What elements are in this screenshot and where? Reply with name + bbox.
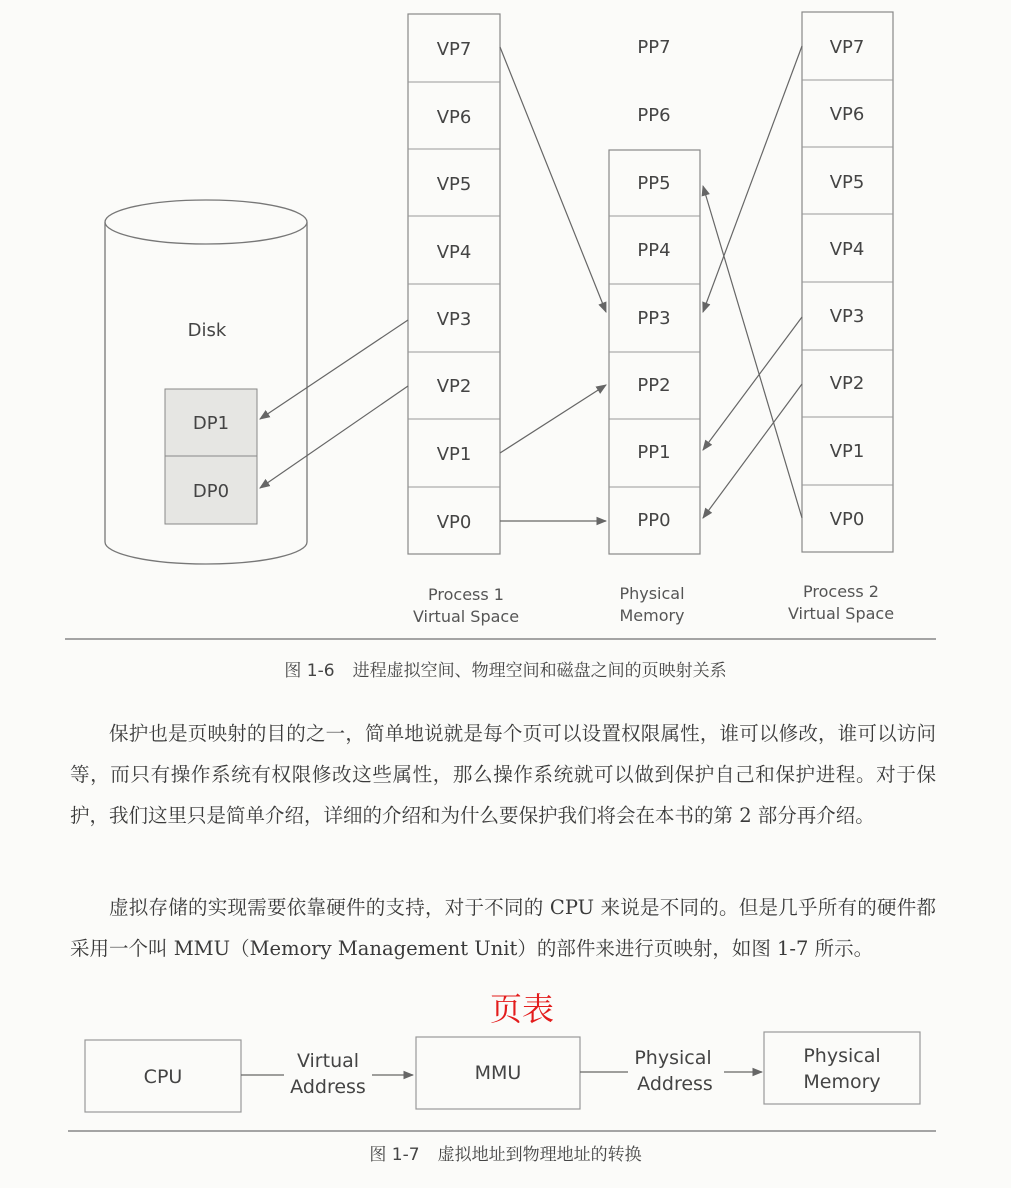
process1-virtual-space	[408, 14, 519, 626]
pp-page-label: PP6	[637, 105, 671, 126]
arrow-p2vp3-to-pp1	[703, 317, 802, 450]
figure-caption-text: 虚拟地址到物理地址的转换	[437, 1145, 642, 1165]
p2-page-label: VP6	[829, 104, 865, 125]
p1-page-label: VP5	[436, 174, 472, 195]
figure-1-6-caption	[0, 656, 1011, 681]
physical-memory	[609, 37, 700, 625]
mmu-label: MMU	[474, 1062, 522, 1084]
p1-page-label: VP7	[436, 39, 472, 60]
p2-page-label: VP4	[829, 239, 865, 260]
p1-page-label: VP1	[436, 444, 472, 465]
figure-number: 图 1-6	[284, 661, 335, 681]
arrow-p1vp7-to-pp3	[500, 47, 606, 312]
p2-page-label: VP1	[829, 441, 865, 462]
memory-label-line2: Memory	[803, 1071, 881, 1093]
virtual-address-line2: Address	[290, 1076, 366, 1098]
paragraph-mmu: 虚拟存储的实现需要依靠硬件的支持，对于不同的 CPU 来说是不同的。但是几乎所有的硬件都采用一个叫 MMU（Memory Management Unit）的部件来进行页映射，如图 1-7 所示。	[70, 896, 936, 960]
p1-page-label: VP0	[436, 512, 472, 533]
p1-page-label: VP6	[436, 107, 472, 128]
figure-caption-text: 进程虚拟空间、物理空间和磁盘之间的页映射关系	[352, 661, 727, 681]
pp-page-label: PP0	[637, 510, 671, 531]
handwritten-annotation: 页表	[490, 990, 555, 1028]
address-translation-diagram	[0, 1020, 1011, 1160]
virtual-address-line1: Virtual	[296, 1050, 360, 1072]
figure-1-7-caption	[0, 1140, 1011, 1165]
arrow-p1vp1-to-pp2	[500, 385, 606, 453]
p2-page-label: VP0	[829, 509, 865, 530]
disk	[105, 200, 307, 564]
p2-page-label: VP2	[829, 373, 865, 394]
p2-page-label: VP7	[829, 37, 865, 58]
pp-page-label: PP1	[637, 442, 671, 463]
process2-virtual-space	[788, 12, 894, 623]
physical-address-line2: Address	[637, 1073, 713, 1095]
p1-page-label: VP2	[436, 376, 472, 397]
paragraph-protection: 保护也是页映射的目的之一，简单地说就是每个页可以设置权限属性，谁可以修改，谁可以访问等，而只有操作系统有权限修改这些属性，那么操作系统就可以做到保护自己和保护进程。对于保护，我们这里只是简单介绍，详细的介绍和为什么要保护我们将会在本书的第 2 部分再介绍。	[70, 722, 936, 827]
pm-label-line1: Physical	[619, 584, 685, 603]
p1-page-label: VP3	[436, 309, 472, 330]
figure-number: 图 1-7	[369, 1145, 420, 1165]
p1-label-line2: Virtual Space	[412, 607, 520, 626]
arrow-p2vp2-to-pp0	[703, 384, 802, 518]
arrow-p2vp7-to-pp3	[703, 46, 802, 312]
pp-page-label: PP4	[637, 240, 671, 261]
p2-page-label: VP5	[829, 172, 865, 193]
cpu-label: CPU	[143, 1066, 183, 1088]
physical-address-line1: Physical	[634, 1047, 712, 1069]
mapping-arrows	[260, 46, 802, 521]
arrow-p2vp0-to-pp5	[703, 186, 802, 518]
p2-label-line1: Process 2	[803, 582, 879, 601]
p1-page-label: VP4	[436, 242, 472, 263]
p2-label-line2: Virtual Space	[787, 604, 895, 623]
p1-label-line1: Process 1	[428, 585, 504, 604]
p2-page-label: VP3	[829, 306, 865, 327]
pp-page-label: PP5	[637, 173, 671, 194]
disk-page-label: DP1	[192, 413, 230, 434]
memory-label-line1: Physical	[803, 1045, 881, 1067]
pm-label-line2: Memory	[619, 606, 685, 625]
pp-page-label: PP2	[637, 375, 671, 396]
disk-label: Disk	[187, 320, 227, 341]
pp-page-label: PP3	[637, 308, 671, 329]
disk-page-label: DP0	[192, 481, 230, 502]
memory-box	[764, 1032, 920, 1104]
pp-page-label: PP7	[637, 37, 671, 58]
